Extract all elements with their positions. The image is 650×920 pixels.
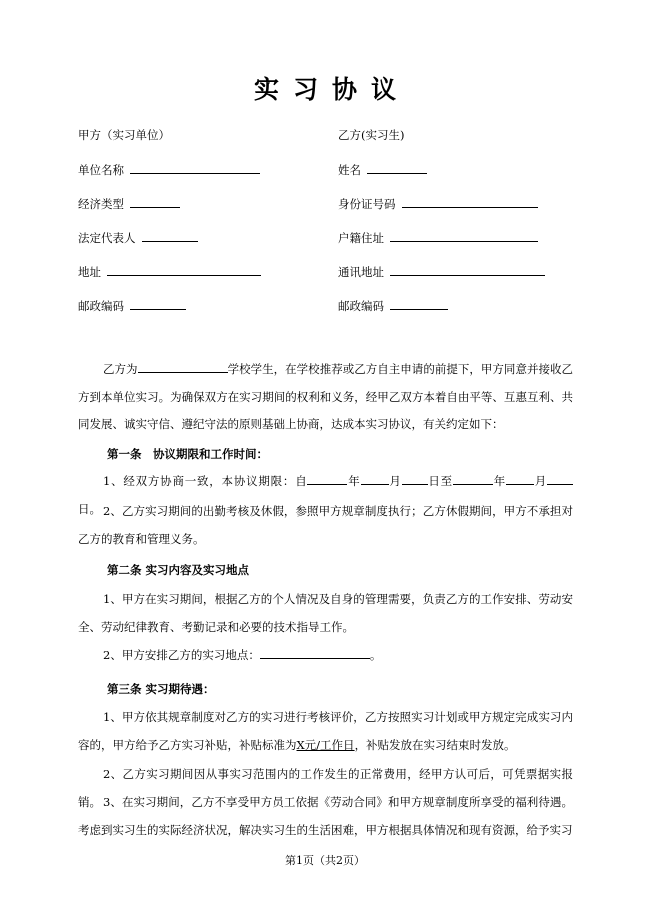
start-day-blank[interactable] [402,472,428,485]
economic-type-blank[interactable] [130,195,180,208]
intro-body: 学校学生，在学校推荐或乙方自主申请的前提下，甲方同意并接收乙方到本单位实习。为确保双方在实习期间的权利和义务，经甲乙双方本着自由平等、互惠互利、共同发展、诚实守信、遵纪守法的原则基础上协商，达成本实习协议，有关约定如下： [78,362,574,431]
unit-name-label: 单位名称 [78,163,124,177]
household-address-blank[interactable] [390,229,538,242]
id-number-blank[interactable] [402,195,538,208]
article-1-item-2 [78,498,573,553]
article-3-heading: 第三条 实习期待遇： [107,682,215,696]
location-end: 。 [369,648,382,662]
end-year-blank[interactable] [453,472,493,485]
allowance-tail: ，补贴发放在实习结束时发放。 [354,737,516,752]
contact-address-field [338,263,545,280]
month-1-label: 月 [388,474,402,488]
name-field [338,161,427,178]
start-month-blank[interactable] [361,472,389,485]
allowance-rate: X元/工作日 [296,737,355,752]
year-1-label: 年 [347,474,361,488]
legal-rep-blank[interactable] [142,229,198,242]
location-blank[interactable] [260,646,370,659]
month-2-label: 月 [534,474,548,488]
legal-rep-field [78,229,198,246]
legal-rep-label: 法定代表人 [78,231,136,245]
name-label: 姓名 [338,163,361,177]
allowance-lead: 1、甲方依其规章制度对乙方的实习进行考核评价，乙方按照实习计划或甲方规定完成实习内容的，甲方给予乙方实习补贴，补贴标准为 [78,710,573,752]
party-a-heading: 甲方（实习单位） [78,128,170,142]
leave-clause: 2、乙方实习期间的出勤考核及休假，参照甲方规章制度执行；乙方休假期间，甲方不承担对乙方的教育和管理义务。 [78,504,573,546]
school-blank[interactable] [138,360,228,373]
id-number-label: 身份证号码 [338,197,396,211]
party-b-postal-field [338,297,448,314]
end-month-blank[interactable] [506,472,534,485]
year-2-label: 年 [492,474,506,488]
article-3-item-1 [78,704,573,759]
id-number-field [338,195,538,212]
party-a-postal-blank[interactable] [130,297,186,310]
address-field [78,263,261,280]
contact-address-label: 通讯地址 [338,265,384,279]
economic-type-label: 经济类型 [78,197,124,211]
economic-type-field [78,195,180,212]
unit-name-blank[interactable] [130,161,260,174]
document-title: 实习协议 [253,75,410,104]
page-footer: 第1页（共2页） [285,854,365,867]
party-a-postal-field [78,297,186,314]
article-2-item-2 [78,642,573,670]
address-label: 地址 [78,265,101,279]
start-year-blank[interactable] [307,472,347,485]
work-arrangement-clause: 1、甲方在实习期间，根据乙方的个人情况及自身的管理需要，负责乙方的工作安排、劳动安全、劳动纪律教育、考勤记录和必要的技术指导工作。 [78,592,573,634]
day-2-label: 日。 [78,501,101,516]
end-day-blank[interactable] [547,472,573,485]
expense-clause: 2、乙方实习期间因从事实习范围内的工作发生的正常费用，经甲方认可后，可凭票据实报销。 [78,767,573,809]
article-1-heading: 第一条 协议期限和工作时间： [107,447,268,461]
location-lead: 2、甲方安排乙方的实习地点： [103,648,260,662]
party-b-postal-label: 邮政编码 [338,299,384,313]
to-label: 日至 [427,474,453,488]
address-blank[interactable] [107,263,261,276]
article-2-item-1 [78,586,573,641]
article-2-heading: 第二条 实习内容及实习地点 [107,563,250,577]
household-address-field [338,229,538,246]
name-blank[interactable] [367,161,427,174]
party-b-postal-blank[interactable] [390,297,448,310]
intro-lead: 乙方为 [103,362,138,376]
household-address-label: 户籍住址 [338,231,384,245]
article-3-item-3 [78,789,573,844]
party-b-heading: 乙方(实习生) [338,128,405,142]
term-lead: 1、经双方协商一致，本协议期限：自 [103,474,308,488]
party-a-postal-label: 邮政编码 [78,299,124,313]
unit-name-field [78,161,260,178]
intro-paragraph [78,356,573,439]
benefits-clause: 3、在实习期间，乙方不享受甲方员工依据《劳动合同》和甲方规章制度所享受的福利待遇。考虑到实习生的实际经济状况，解决实习生的生活困难，甲方根据具体情况和现有资源，给予实习 [78,795,573,837]
contact-address-blank[interactable] [390,263,545,276]
